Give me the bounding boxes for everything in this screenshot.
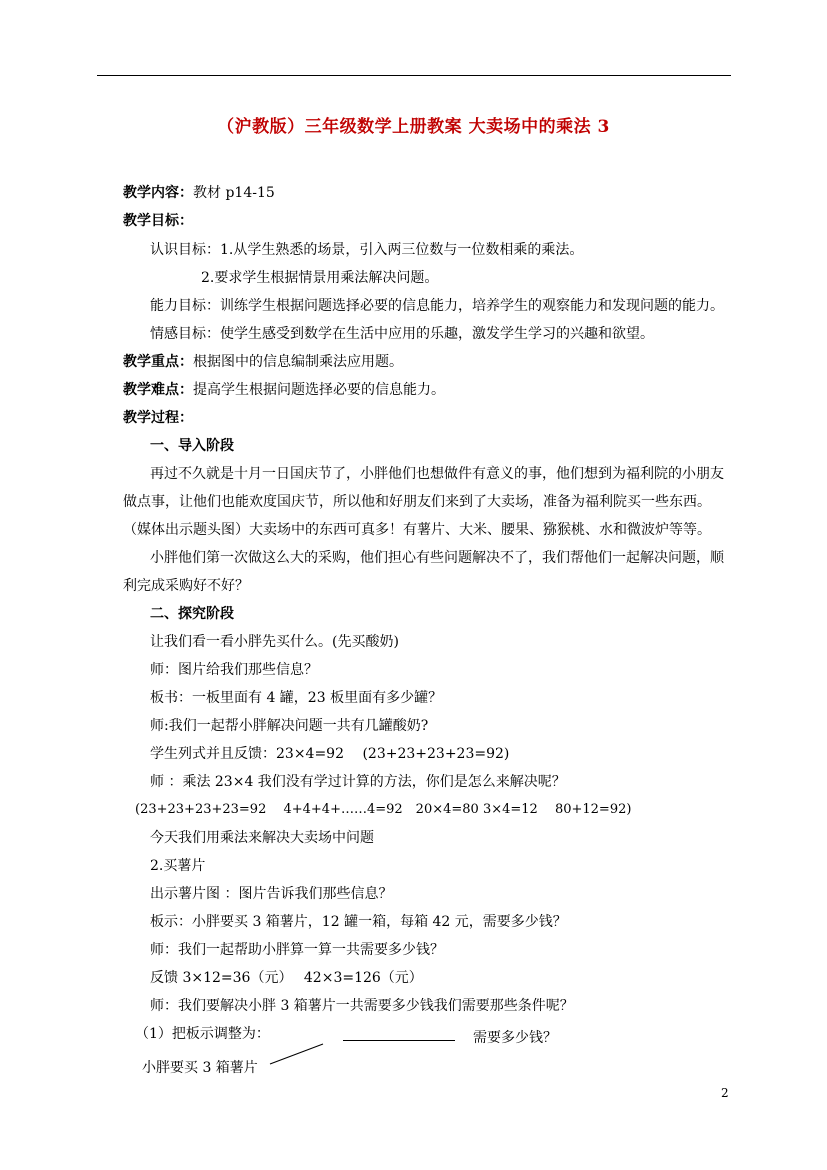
text-line: 师 ：乘法 23×4 我们没有学过计算的方法，你们是怎么来解决呢？ [150, 774, 566, 790]
key-point-value: 根据图中的信息编制乘法应用题。 [193, 354, 403, 370]
header-rule [97, 75, 731, 76]
goal-cognitive: 认识目标：1.从学生熟悉的场景，引入两三位数与一位数相乘的乘法。 [150, 242, 584, 258]
goals-label: 教学目标： [123, 213, 193, 229]
content-label: 教学内容： [123, 185, 193, 201]
text-line: 师：图片给我们那些信息？ [150, 662, 318, 678]
difficulty-label: 教学难点： [123, 382, 193, 398]
key-point-line [123, 352, 403, 372]
connector-line [268, 1040, 328, 1070]
goal-emotion: 情感目标：使学生感受到数学在生活中应用的乐趣，激发学生学习的兴趣和欲望。 [150, 326, 654, 342]
text-line: (23+23+23+23=92 4+4+4+……4=92 20×4=80 3×4=12 80+12=92) [135, 802, 632, 817]
goal-ability: 能力目标：训练学生根据问题选择必要的信息能力，培养学生的观察能力和发现问题的能力。 [150, 298, 724, 314]
text-line: 2.买薯片 [150, 858, 206, 874]
key-point-label: 教学重点： [123, 354, 193, 370]
paragraph-line: 小胖他们第一次做这么大的采购，他们担心有些问题解决不了，我们帮他们一起解决问题，顺 [150, 550, 724, 566]
text-line: 板书：一板里面有 4 罐，23 板里面有多少罐？ [150, 690, 443, 706]
text-line: 师：我们要解决小胖 3 箱薯片一共需要多少钱我们需要那些条件呢？ [150, 998, 574, 1014]
text-line: 小胖要买 3 箱薯片 [142, 1060, 258, 1076]
paragraph-line: 做点事，让他们也能欢度国庆节，所以他和好朋友们来到了大卖场，准备为福利院买一些东西。 [123, 494, 711, 510]
text-line: 师:我们一起帮小胖解决问题一共有几罐酸奶? [150, 718, 429, 734]
process-label: 教学过程： [123, 410, 193, 426]
section-explore-heading: 二、探究阶段 [150, 606, 234, 622]
text-line: 师：我们一起帮助小胖算一算一共需要多少钱？ [150, 942, 444, 958]
text-line: （1）把板示调整为： [135, 1026, 270, 1042]
content-value: 教材 p14-15 [193, 185, 275, 201]
text-line: 让我们看一看小胖先买什么。(先买酸奶) [150, 634, 399, 650]
text-line: 出示薯片图 ：图片告诉我们那些信息？ [150, 886, 393, 902]
section-intro-heading: 一、导入阶段 [150, 438, 234, 454]
difficulty-value: 提高学生根据问题选择必要的信息能力。 [193, 382, 445, 398]
text-line: 今天我们用乘法来解决大卖场中问题 [150, 830, 374, 846]
page-number: 2 [721, 1086, 729, 1100]
text-line: 学生列式并且反馈：23×4=92 (23+23+23+23=92) [150, 746, 510, 762]
content-line [123, 183, 275, 203]
paragraph-line: 利完成采购好不好？ [123, 578, 249, 594]
paragraph-line: （媒体出示题头图）大卖场中的东西可真多！有薯片、大米、腰果、猕猴桃、水和微波炉等等。 [123, 522, 711, 538]
question-text: 需要多少钱？ [473, 1030, 557, 1046]
difficulty-line [123, 380, 445, 400]
goal-cognitive-2: 2.要求学生根据情景用乘法解决问题。 [201, 270, 439, 286]
text-line: 反馈 3×12=36（元） 42×3=126（元） [150, 970, 423, 986]
blank-line [343, 1040, 455, 1041]
page-title: （沪教版）三年级数学上册教案 大卖场中的乘法 3 [217, 117, 610, 137]
text-line: 板示：小胖要买 3 箱薯片，12 罐一箱，每箱 42 元，需要多少钱？ [150, 914, 567, 930]
paragraph-line: 再过不久就是十月一日国庆节了，小胖他们也想做件有意义的事，他们想到为福利院的小朋友 [150, 466, 724, 482]
